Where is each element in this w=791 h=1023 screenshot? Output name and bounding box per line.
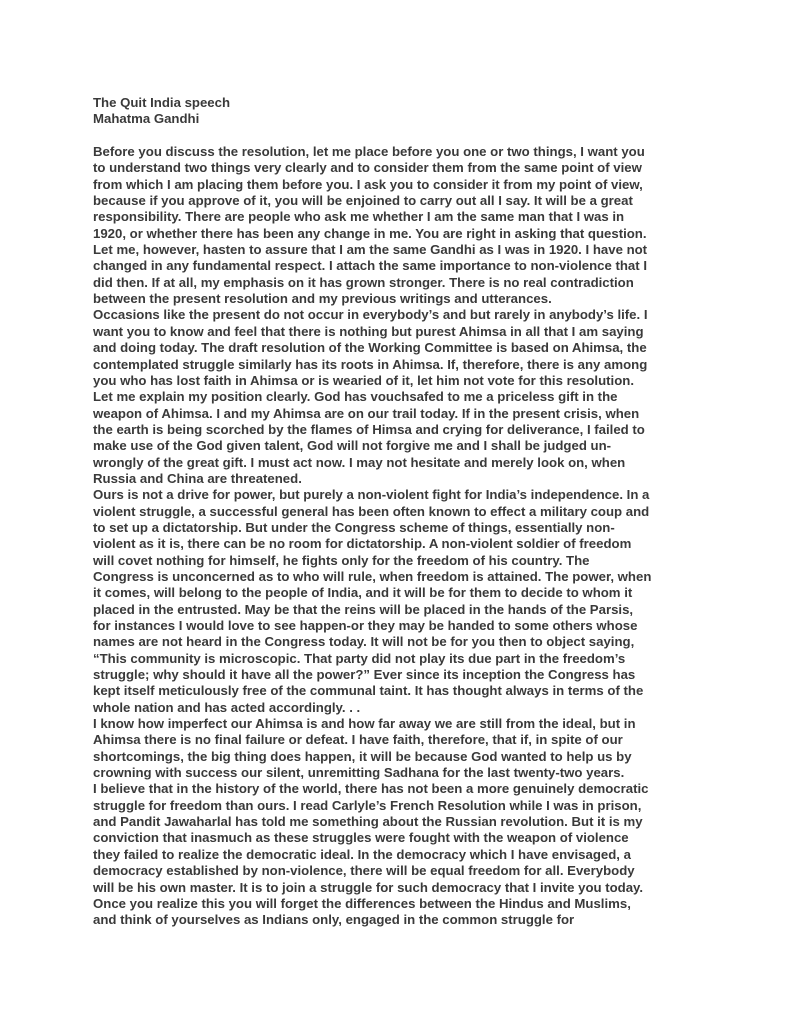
paragraph	[93, 487, 703, 716]
text-line: conviction that inasmuch as these struggles were fought with the weapon of violence	[93, 830, 629, 846]
text-line: did then. If at all, my emphasis on it has grown stronger. There is no real contradiction	[93, 274, 634, 290]
text-line: you who has lost faith in Ahimsa or is wearied of it, let him not vote for this resolution.	[93, 372, 634, 388]
text-line: weapon of Ahimsa. I and my Ahimsa are on our trail today. If in the present crisis, when	[93, 405, 640, 421]
document-title: The Quit India speech	[93, 95, 231, 110]
text-line: to set up a dictatorship. But under the Congress scheme of things, essentially non-	[93, 519, 615, 535]
text-line: I believe that in the history of the world, there has not been a more genuinely democratic	[93, 781, 649, 797]
text-line: whole nation and has acted accordingly. . .	[93, 699, 361, 715]
text-line: struggle for freedom than ours. I read Carlyle’s French Resolution while I was in prison,	[93, 797, 642, 813]
text-line: Russia and China are threatened.	[93, 470, 302, 486]
document-page	[93, 95, 703, 929]
text-line: Before you discuss the resolution, let me place before you one or two things, I want you	[93, 144, 645, 160]
text-line: kept itself meticulously free of the communal taint. It has thought always in terms of the	[93, 683, 644, 699]
paragraph	[93, 144, 703, 307]
text-line: struggle; why should it have all the power?” Ever since its inception the Congress has	[93, 667, 636, 683]
text-line: democracy established by non-violence, there will be equal freedom for all. Everybody	[93, 863, 635, 879]
paragraph	[93, 716, 703, 781]
text-line: because if you approve of it, you will be enjoined to carry out all I say. It will be a great	[93, 193, 633, 209]
text-line: for instances I would love to see happen-or they may be handed to some others whose	[93, 618, 638, 633]
title-block	[93, 95, 703, 128]
text-line: the earth is being scorched by the flames of Himsa and crying for deliverance, I failed to	[93, 421, 645, 437]
text-line: changed in any fundamental respect. I attach the same importance to non-violence that I	[93, 258, 647, 274]
text-line: it comes, will belong to the people of India, and it will be for them to decide to whom it	[93, 585, 633, 601]
text-line: want you to know and feel that there is nothing but purest Ahimsa in all that I am saying	[93, 323, 644, 339]
text-line: contemplated struggle similarly has its roots in Ahimsa. If, therefore, there is any among	[93, 356, 648, 372]
paragraph	[93, 781, 703, 928]
paragraph	[93, 307, 703, 487]
text-line: names are not heard in the Congress today. It will not be for you then to object saying,	[93, 634, 635, 650]
document-body	[93, 144, 703, 929]
text-line: Ahimsa there is no final failure or defeat. I have faith, therefore, that if, in spite of our	[93, 732, 623, 748]
document-author: Mahatma Gandhi	[93, 111, 200, 127]
text-line: violent as it is, there can be no room for dictatorship. A non-violent soldier of freedom	[93, 536, 632, 552]
text-line: they failed to realize the democratic ideal. In the democracy which I have envisaged, a	[93, 846, 631, 862]
text-line: shortcomings, the big thing does happen, it will be because God wanted to help us by	[93, 748, 632, 764]
text-line: will covet nothing for himself, he fights only for the freedom of his country. The	[93, 552, 590, 568]
text-line: and Pandit Jawaharlal has told me something about the Russian revolution. But it is my	[93, 814, 643, 830]
text-line: Once you realize this you will forget the differences between the Hindus and Muslims,	[93, 895, 631, 911]
text-line: placed in the entrusted. May be that the reins will be placed in the hands of the Parsis,	[93, 601, 634, 617]
text-line: Occasions like the present do not occur in everybody’s and but rarely in anybody’s life. I	[93, 307, 648, 323]
text-line: between the present resolution and my previous writings and utterances.	[93, 291, 552, 307]
text-line: and think of yourselves as Indians only, engaged in the common struggle for	[93, 912, 575, 928]
text-line: make use of the God given talent, God will not forgive me and I shall be judged un-	[93, 438, 612, 454]
text-line: and doing today. The draft resolution of the Working Committee is based on Ahimsa, the	[93, 340, 647, 356]
text-line: will be his own master. It is to join a struggle for such democracy that I invite you today.	[93, 879, 644, 895]
text-line: I know how imperfect our Ahimsa is and how far away we are still from the ideal, but in	[93, 716, 636, 732]
text-line: crowning with success our silent, unremitting Sadhana for the last twenty-two years.	[93, 765, 625, 781]
text-line: Congress is unconcerned as to who will rule, when freedom is attained. The power, when	[93, 568, 652, 584]
text-line: from which I am placing them before you. I ask you to consider it from my point of view,	[93, 176, 643, 192]
text-line: violent struggle, a successful general has been often known to effect a military coup and	[93, 503, 650, 519]
text-line: “This community is microscopic. That party did not play its due part in the freedom’s	[93, 650, 626, 666]
text-line: Let me, however, hasten to assure that I am the same Gandhi as I was in 1920. I have not	[93, 242, 648, 258]
text-line: Ours is not a drive for power, but purely a non-violent fight for India’s independence. In a	[93, 487, 650, 503]
text-line: Let me explain my position clearly. God has vouchsafed to me a priceless gift in the	[93, 389, 618, 405]
text-line: to understand two things very clearly and to consider them from the same point of view	[93, 160, 642, 176]
text-line: responsibility. There are people who ask me whether I am the same man that I was in	[93, 209, 625, 225]
text-line: 1920, or whether there has been any change in me. You are right in asking that question.	[93, 225, 647, 241]
text-line: wrongly of the great gift. I must act now. I may not hesitate and merely look on, when	[93, 454, 626, 470]
